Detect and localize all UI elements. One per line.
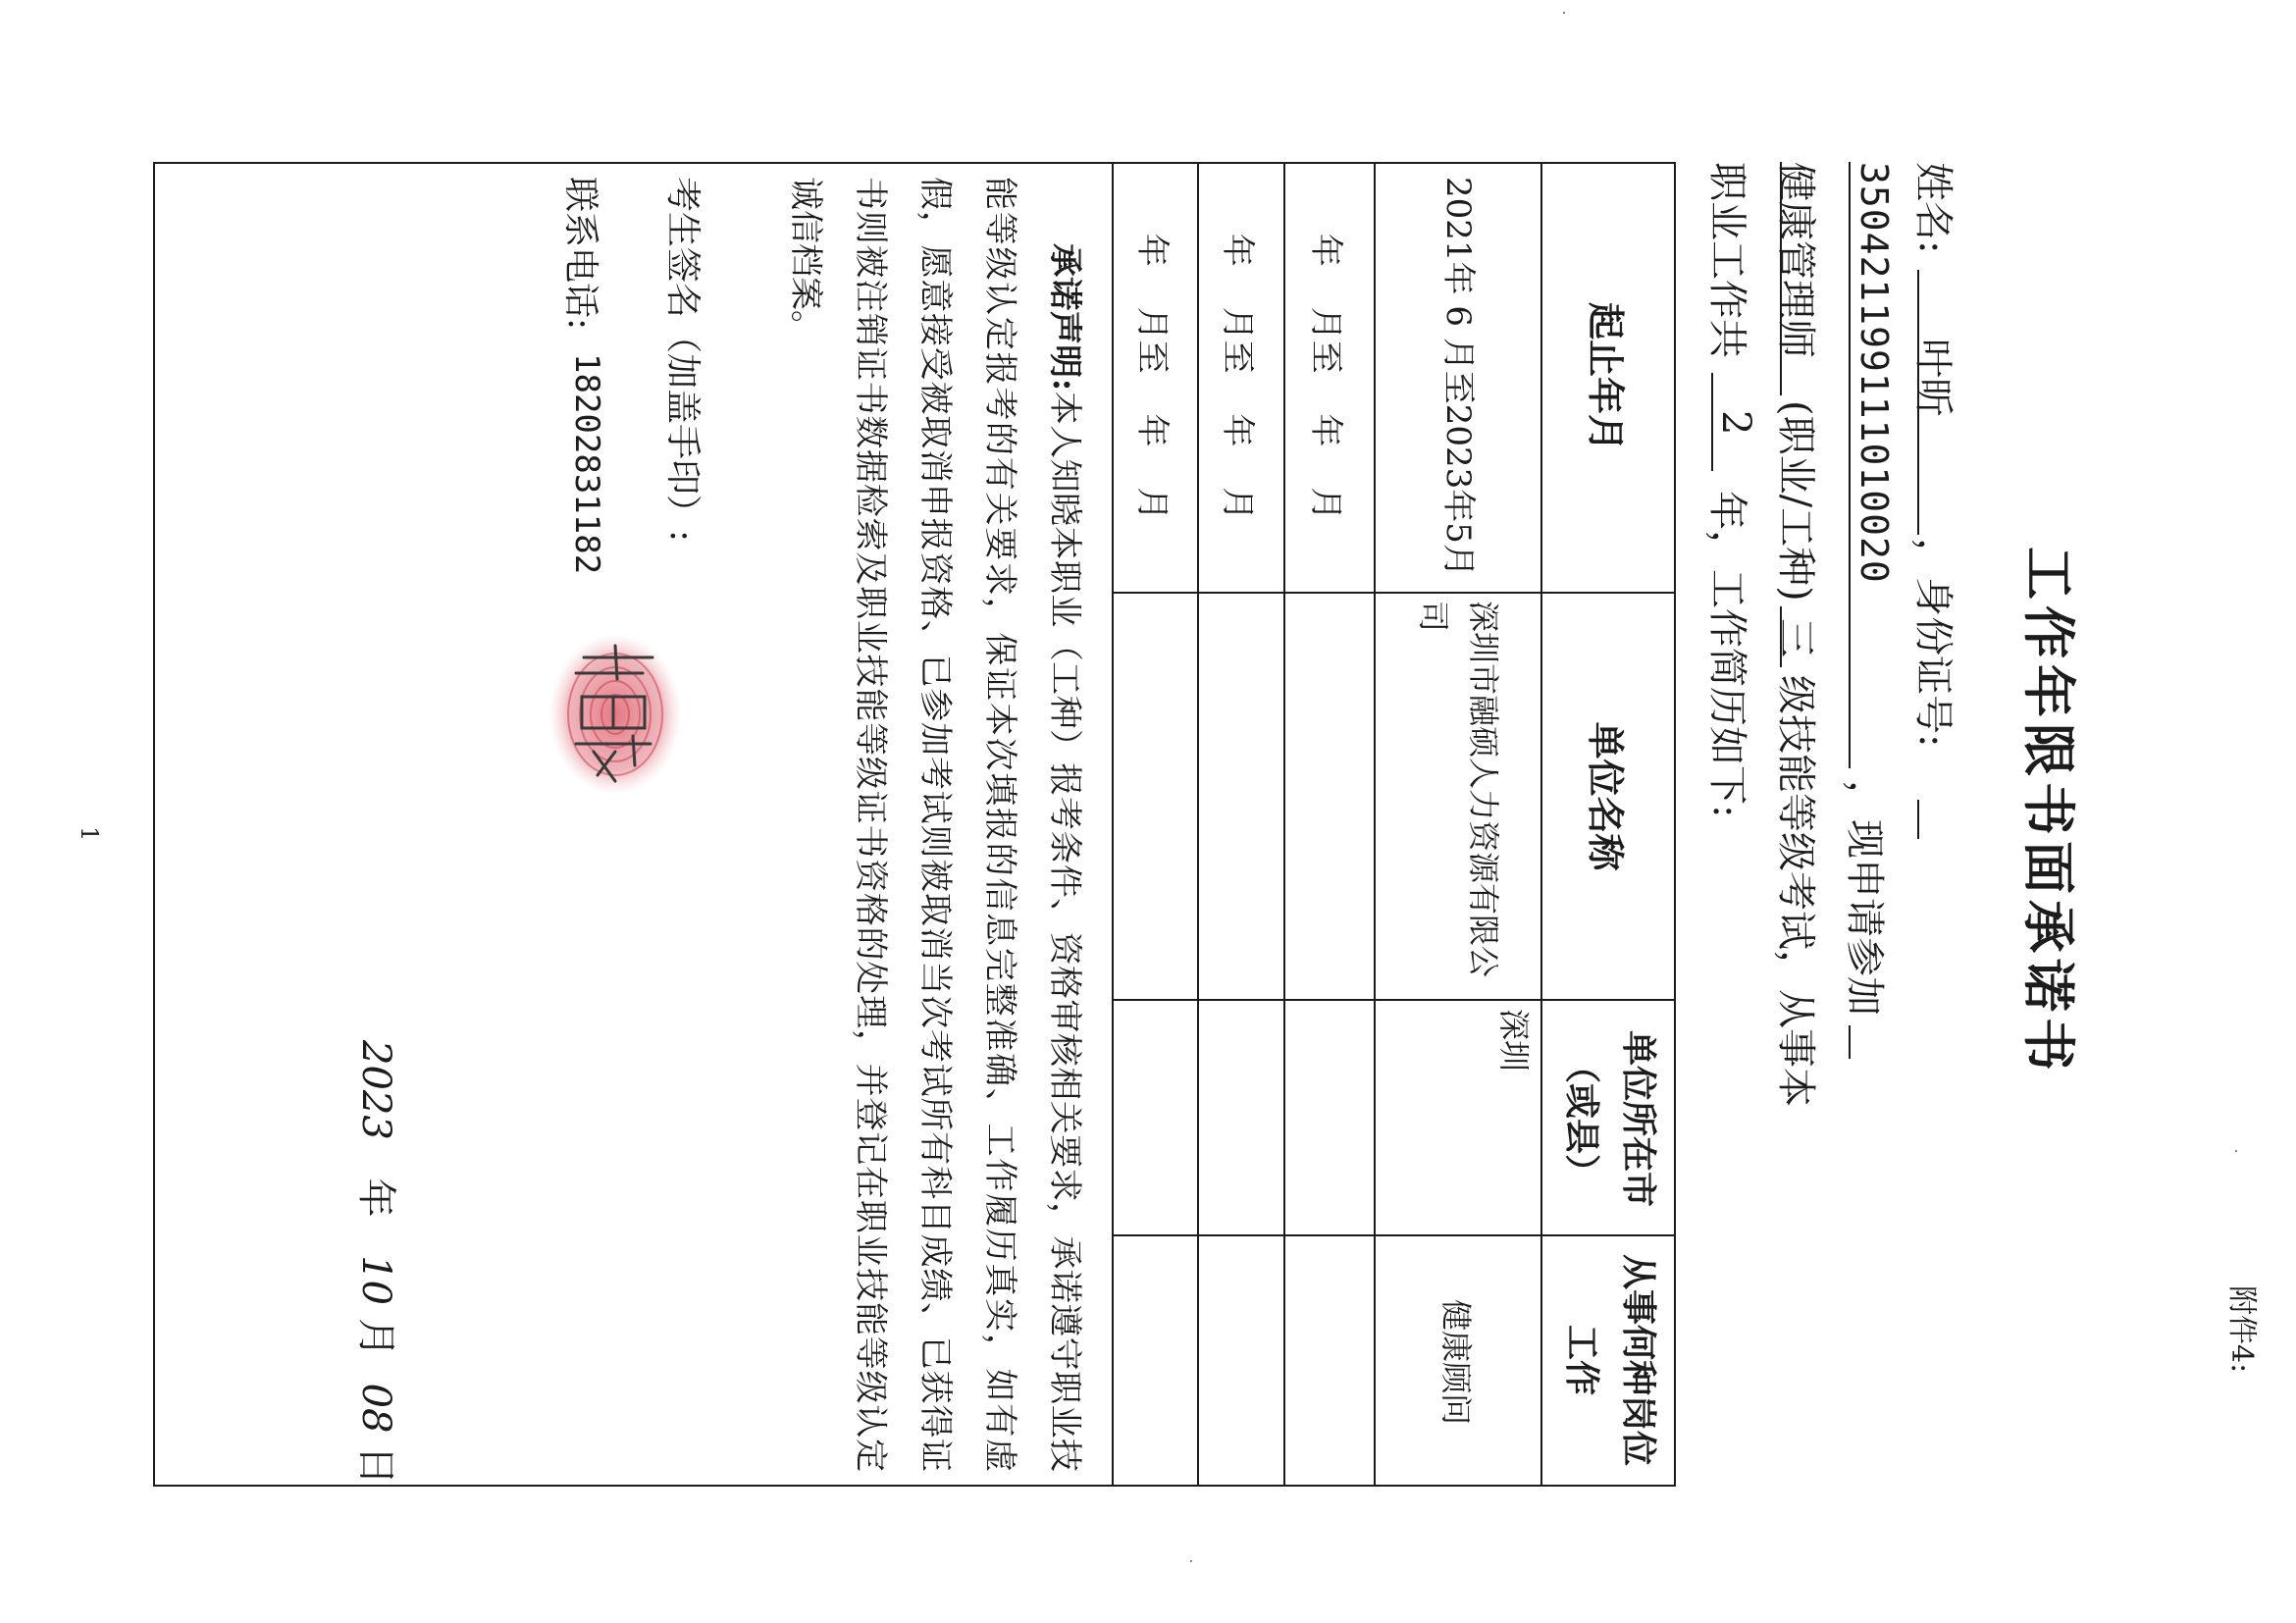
header-unit-name: 单位名称 — [1584, 721, 1628, 871]
years-value: 2 — [1713, 410, 1758, 436]
row1-job: 健康顾问 — [1437, 1298, 1475, 1425]
fingerprint-seal-icon — [535, 628, 692, 805]
id-value-underline — [1849, 162, 1851, 768]
name-value: 叶昕 — [1910, 339, 1956, 417]
row1-unit-location: 深圳 — [1495, 1009, 1533, 1073]
document-title: 工作年限书面承诺书 — [2017, 547, 2080, 1076]
date-year: 2023 — [353, 1040, 398, 1140]
table-column-divider — [1112, 999, 1676, 1001]
date-day-label: 日 — [353, 1445, 398, 1486]
scan-speck — [1190, 1560, 1192, 1562]
date-year-label: 年 — [353, 1178, 398, 1218]
declaration-paragraph — [773, 177, 1097, 1472]
contact-label: 联系电话: — [560, 177, 600, 331]
date-day: 08 — [353, 1383, 398, 1434]
scan-speck — [2235, 1150, 2237, 1152]
occupation-suffix: (职业/工种) — [1773, 400, 1818, 602]
declaration-title: 承诺声明: — [1045, 243, 1084, 392]
page-number: 1 — [76, 826, 103, 842]
apply-underline-stub — [1849, 1025, 1851, 1059]
years-suffix: 年，工作简历如下: — [1704, 491, 1749, 818]
signature-label: 考生签名（加盖手印）: — [662, 177, 703, 543]
row1-unit-name: 深圳市融硕人力资源有限公司 — [1415, 601, 1503, 978]
scan-speck — [1563, 12, 1565, 14]
name-label: 姓名: — [1910, 162, 1956, 254]
id-underline-stub — [1917, 800, 1919, 839]
id-value: 350421199111010020 — [1852, 162, 1896, 584]
level-underline — [1780, 606, 1782, 667]
date-month: 10 — [353, 1255, 398, 1306]
row4-period: 年 月至 年 月 — [1132, 233, 1172, 521]
attachment-label: 附件4: — [2224, 1285, 2259, 1374]
header-job: 从事何种岗位工作 — [1561, 1253, 1658, 1466]
occupation-value: 健康管理师 — [1773, 162, 1818, 358]
years-prefix: 职业工作共 — [1704, 162, 1749, 358]
id-label: ，身份证号: — [1910, 538, 1956, 748]
signing-date — [351, 1040, 407, 1485]
row3-period: 年 月至 年 月 — [1218, 233, 1258, 521]
date-month-label: 月 — [353, 1317, 398, 1357]
level-value: 三 — [1773, 618, 1818, 657]
header-period: 起止年月 — [1584, 301, 1628, 451]
level-suffix: 级技能等级考试，从事本 — [1773, 675, 1818, 1107]
row2-period: 年 月至 年 月 — [1306, 233, 1346, 521]
occupation-underline — [1780, 162, 1782, 395]
declaration-body: 本人知晓本职业（工种）报考条件、资格审核相关要求，承诺遵守职业技能等级认定报考的有关要求，保证本次填报的信息完整准确、工作履历真实，如有虚假，愿意接受被取消申报资格、已参加考试则被取消当次考试所有科目成绩、已获得证书则被注销证书数据检索及职业技能等级证书资格的处理，并登记在职业技能等级认定诚信档案。 — [786, 177, 1084, 1473]
header-unit-location: 单位所在市（或县） — [1561, 1029, 1658, 1207]
row1-period: 2021年 6 月至2023年5月 — [1438, 177, 1479, 577]
apply-text: ，现申请参加 — [1842, 780, 1887, 1016]
table-column-divider — [1112, 1234, 1676, 1236]
contact-value: 18202831182 — [567, 353, 606, 575]
